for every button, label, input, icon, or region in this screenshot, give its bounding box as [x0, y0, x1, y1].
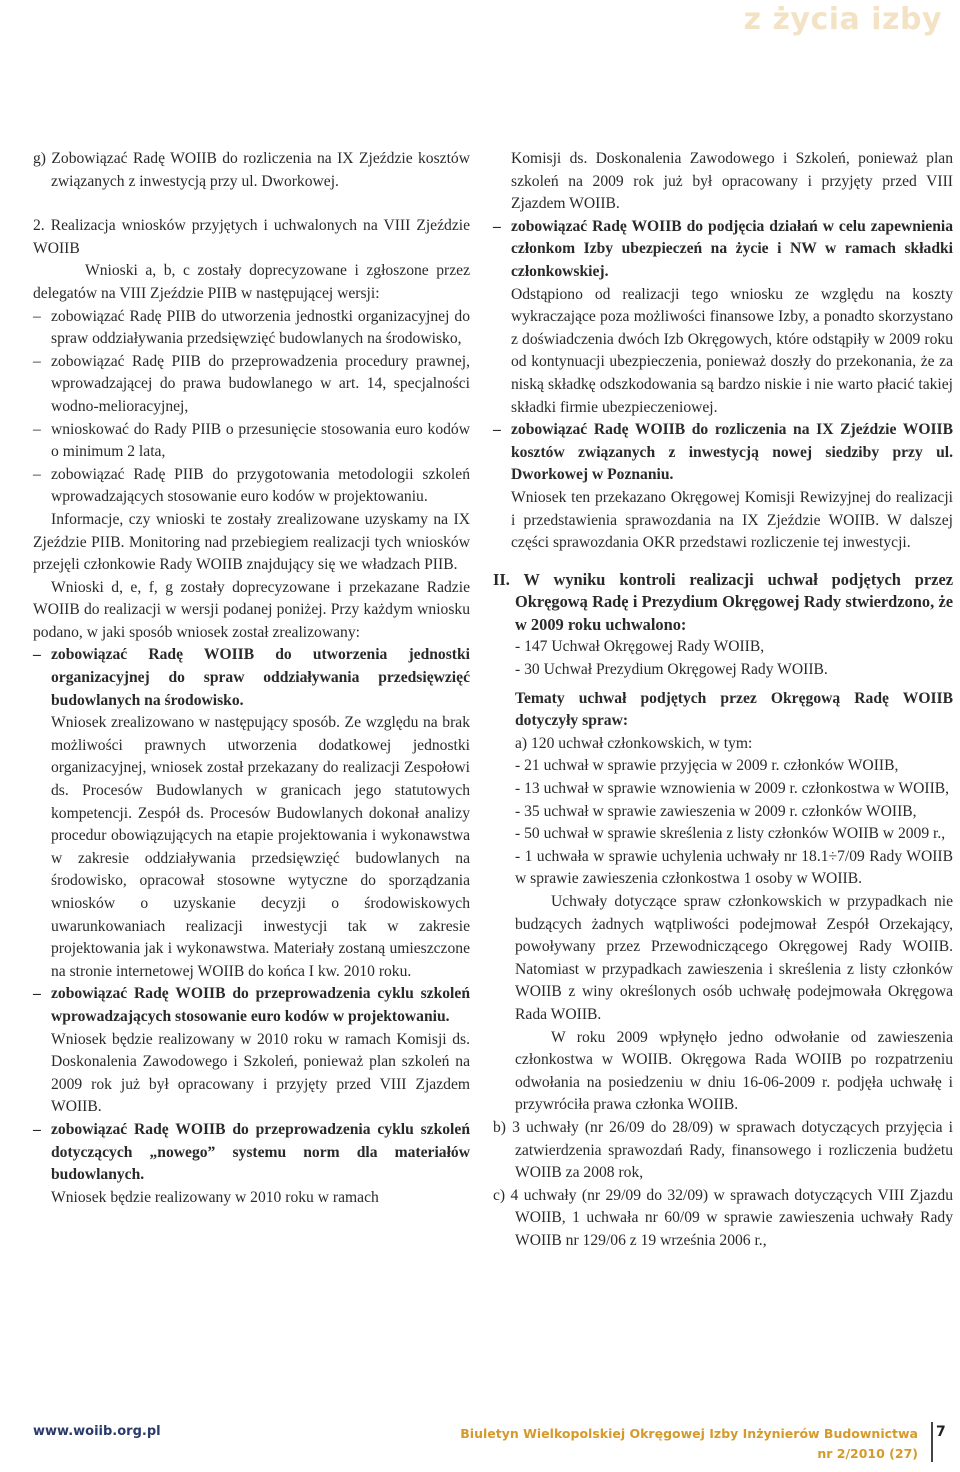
list-item: - 35 uchwał w sprawie zawieszenia w 2009 r. członków WOIIB,: [515, 802, 917, 820]
bold-bullet-item: – zobowiązać Radę WOIIB do podjęcia działań w celu zapewnienia członkom Izby ubezpieczeń na życie i NW w ramach składki członkowskiej.: [493, 216, 953, 284]
heading-2: 2. Realizacja wniosków przyjętych i uchwalonych na VIII Zjeździe WOIIB: [33, 217, 470, 257]
paragraph: Informacje, czy wnioski te zostały zrealizowane uzyskamy na IX Zjeździe PIIB. Monitoring nad przebiegiem realizacji tych wniosków przejęli członkowie Rady WOIIB znajdujący się we władzach PIIB.: [33, 510, 470, 574]
list-item: b) 3 uchwały (nr 26/09 do 28/09) w sprawach dotyczących przyjęcia i zatwierdzenia sprawozdań Rady, finansowego i rozliczenia budżetu WOIIB za 2008 rok,: [493, 1118, 953, 1182]
paragraph: Wniosek ten przekazano Okręgowej Komisji Rewizyjnej do realizacji i przedstawienia sprawozdania na IX Zjeździe WOIIB. W dalszej części sprawozdania OKR przedstawi rozliczenie tej inwestycji.: [511, 488, 953, 552]
left-column: [33, 148, 470, 1209]
issue-number: nr 2/2010 (27): [817, 1446, 918, 1461]
bullet-item: – zobowiązać Radę PIIB do utworzenia jednostki organizacyjnej do spraw oddziaływania przedsięwzięć budowlanych na środowisko,: [33, 306, 470, 351]
bold-bullet-item: – zobowiązać Radę WOIIB do przeprowadzenia cyklu szkoleń dotyczących „nowego” systemu norm dla materiałów budowlanych.: [33, 1119, 470, 1187]
list-item: - 50 uchwał w sprawie skreślenia z listy członków WOIIB w 2009 r.,: [515, 825, 946, 843]
paragraph: W roku 2009 wpłynęło jedno odwołanie od zawieszenia członkostwa w WOIIB. Okręgowa Rada WOIIB po rozpatrzeniu odwołania na posiedzeniu w dniu 16-06-2009 r. podjęła uchwałę i przywróciła prawa członka WOIIB.: [515, 1028, 953, 1114]
right-column: [493, 148, 953, 1253]
paragraph: Wnioski a, b, c zostały doprecyzowane i zgłoszone przez delegatów na VIII Zjeździe PIIB w następującej wersji:: [33, 262, 470, 302]
list-item: - 21 uchwał w sprawie przyjęcia w 2009 r. członków WOIIB,: [515, 757, 899, 775]
list-item: - 147 Uchwał Okręgowej Rady WOIIB,: [515, 638, 765, 656]
paragraph: Uchwały dotyczące spraw członkowskich w przypadkach nie budzących żadnych wątpliwości podejmował Zespół Orzekający, powoływany przez Przewodniczącego Okręgowej Rady WOIIB. Natomiast w przypadkach zawieszenia i skreślenia z listy członków WOIIB z winy określonych osób uchwałę podejmowała Okręgowa Rada WOIIB.: [515, 893, 953, 1023]
item-g: g) Zobowiązać Radę WOIIB do rozliczenia na IX Zjeździe kosztów związanych z inwestycją przy ul. Dworkowej.: [33, 150, 470, 190]
paragraph: Wnioski d, e, f, g zostały doprecyzowane i przekazane Radzie WOIIB do realizacji w wersji podanej poniżej. Przy każdym wniosku podano, w jaki sposób wniosek został zrealizowany:: [33, 578, 470, 641]
heading-ii: II. W wyniku kontroli realizacji uchwał podjętych przez Okręgową Radę i Prezydium Okręgowej Rady stwierdzono, że w 2009 roku uchwalono:: [493, 569, 953, 634]
list-item: - 13 uchwał w sprawie wznowienia w 2009 r. członkostwa w WOIIB,: [515, 780, 950, 798]
list-item: c) 4 uchwały (nr 29/09 do 32/09) w sprawach dotyczących VIII Zjazdu WOIIB, 1 uchwała nr 60/09 w sprawie zawieszenia uchwały Rady WOIIB nr 129/06 z 19 września 2006 r.,: [493, 1186, 953, 1249]
publication-title: Biuletyn Wielkopolskiej Okręgowej Izby Inżynierów Budownictwa: [460, 1426, 918, 1441]
paragraph: Odstąpiono od realizacji tego wniosku ze względu na koszty wykraczające poza możliwości finansowe Izby, a ponadto skorzystano z doświadczenia dwóch Izb Okręgowych, które odstąpiły w 2009 roku od kontynuacji ubezpieczenia, ponieważ doszły do przekonania, że za niską składkę odszkodowania są bardzo niskie i nie warto płacić takiej składki firmie ubezpieczeniowej.: [511, 285, 953, 416]
list-item: - 1 uchwała w sprawie uchylenia uchwały nr 18.1÷7/09 Rady WOIIB w sprawie zawieszenia członkostwa 1 osoby w WOIIB.: [515, 847, 953, 888]
bold-bullet-item: – zobowiązać Radę WOIIB do rozliczenia na IX Zjeździe WOIIB kosztów związanych z inwestycją nowej siedziby przy ul. Dworkowej w Poznaniu.: [493, 419, 953, 487]
footer-divider: [931, 1422, 933, 1462]
section-tag: z życia izby: [743, 2, 942, 37]
paragraph: Wniosek będzie realizowany w 2010 roku w ramach Komisji ds. Doskonalenia Zawodowego i Szkoleń, ponieważ plan szkoleń na 2009 rok już był opracowany i przyjęty przed VIII Zjazdem WOIIB.: [51, 1030, 470, 1116]
bold-bullet-item: – zobowiązać Radę WOIIB do przeprowadzenia cyklu szkoleń wprowadzających stosowanie euro kodów w projektowaniu.: [33, 983, 470, 1028]
paragraph: Wniosek będzie realizowany w 2010 roku w ramach: [51, 1188, 379, 1206]
footer-publication: [460, 1424, 918, 1464]
bullet-item: – zobowiązać Radę PIIB do przeprowadzenia procedury prawnej, wprowadzającej do prawa budowlanego w art. 14, specjalności wodno-melioracyjnej,: [33, 351, 470, 419]
paragraph: Komisji ds. Doskonalenia Zawodowego i Szkoleń, ponieważ plan szkoleń na 2009 rok już był opracowany i przyjęty przed VIII Zjazdem WOIIB.: [511, 150, 953, 213]
page-number: 7: [936, 1424, 946, 1440]
footer-url[interactable]: www.woiib.org.pl: [33, 1424, 161, 1439]
list-item: a) 120 uchwał członkowskich, w tym:: [515, 734, 753, 752]
bullet-item: – wnioskować do Rady PIIB o przesunięcie stosowania euro kodów o minimum 2 lata,: [33, 419, 470, 464]
subheading: Tematy uchwał podjętych przez Okręgową Radę WOIIB dotyczyły spraw:: [515, 689, 953, 730]
list-item: - 30 Uchwał Prezydium Okręgowej Rady WOIIB.: [515, 661, 828, 679]
bold-bullet-item: – zobowiązać Radę WOIIB do utworzenia jednostki organizacyjnej do spraw oddziaływania przedsięwzięć budowlanych na środowisko.: [33, 644, 470, 712]
paragraph: Wniosek zrealizowano w następujący sposób. Ze względu na brak możliwości prawnych utworzenia dodatkowej jednostki organizacyjnej, wniosek został przekazany do realizacji Zespołowi ds. Procesów Budowlanych w granicach jego statutowych kompetencji. Zespół ds. Procesów Budowlanych dokonał analizy procedur obowiązujących na etapie projektowania i wykonawstwa w zakresie oddziaływania przedsięwzięć budowlanych na środowisko, opracował stosowne wytyczne do sporządzania wniosków o uzyskanie decyzji o środowiskowych uwarunkowaniach realizacji inwestycji tak w zakresie projektowania jak i wykonawstwa. Materiały zostaną umieszczone na stronie internetowej WOIIB do końca I kw. 2010 roku.: [51, 714, 470, 980]
bullet-item: – zobowiązać Radę PIIB do przygotowania metodologii szkoleń wprowadzających stosowanie euro kodów w projektowaniu.: [33, 464, 470, 509]
